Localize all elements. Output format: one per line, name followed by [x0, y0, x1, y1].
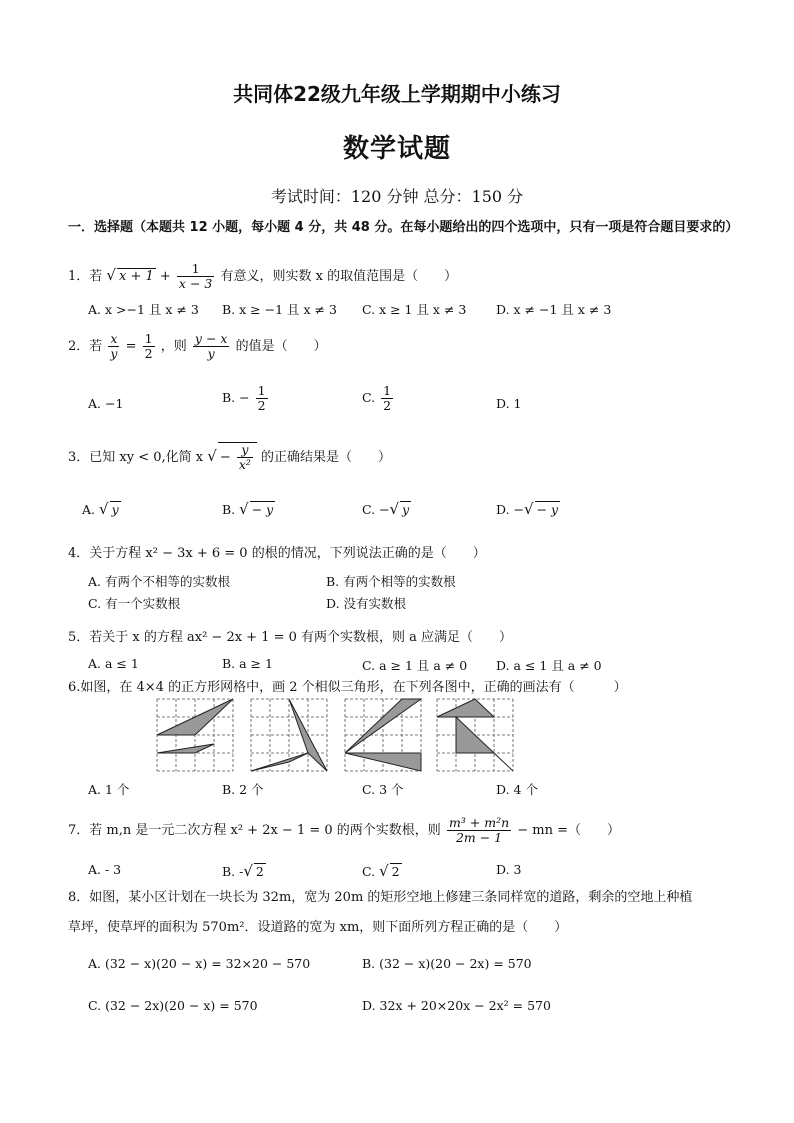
q8-option-a: A. (32 − x)(20 − x) = 32×20 − 570	[88, 956, 311, 971]
question-3: 3．已知 xy < 0,化简 x √ − $\frac{y}{\text{x²}}$ 的正确结果是（ ）	[68, 442, 392, 472]
q1-option-b: B. x ≥ −1 且 x ≠ 3	[222, 302, 337, 317]
q3-option-a: A. √ y	[82, 500, 119, 518]
q2-option-b: B. − $\frac{1}{2}$	[222, 383, 266, 413]
q5-option-c: C. a ≥ 1 且 a ≠ 0	[362, 658, 468, 673]
q4-option-b: B. 有两个相等的实数根	[326, 574, 456, 589]
q7-option-a: A. - 3	[88, 862, 122, 877]
q3-option-c: C. −√ y	[362, 500, 410, 518]
q6-figure-a	[156, 698, 234, 772]
q2-option-c: C. $\frac{1}{2}$	[362, 383, 392, 413]
question-5: 5．若关于 x 的方程 ax² − 2x + 1 = 0 有两个实数根，则 a 应满足（ ）	[68, 630, 513, 645]
question-1: 1．若 √ x + 1 + $\frac{1}{x - 3}$ 有意义，则实数 x 的取值范围是（ ）	[68, 261, 458, 291]
q6-figure-c	[344, 698, 422, 772]
question-8-line-1: 8．如图，某小区计划在一块长为 32m，宽为 20m 的矩形空地上修建三条同样宽的道路，剩余的空地上种植	[68, 890, 693, 905]
q1-option-c: C. x ≥ 1 且 x ≠ 3	[362, 302, 467, 317]
question-4: 4．关于方程 x² − 3x + 6 = 0 的根的情况，下列说法正确的是（ ）	[68, 546, 486, 561]
q1-sqrt: x + 1	[118, 269, 154, 284]
question-7: 7．若 m,n 是一元二次方程 x² + 2x − 1 = 0 的两个实数根，则 $\frac{\text{m³ + m²n}}{2m - 1}$ − mn =（ ）	[68, 815, 621, 845]
question-6: 6.如图，在 4×4 的正方形网格中，画 2 个相似三角形，在下列各图中，正确的画法有（ ）	[68, 680, 627, 695]
q2-option-d: D. 1	[496, 396, 522, 411]
exam-title: 共同体22级九年级上学期期中小练习	[233, 82, 561, 106]
question-8-line-2: 草坪，使草坪的面积为 570m²．设道路的宽为 xm，则下面所列方程正确的是（ ）	[68, 920, 568, 935]
q4-option-c: C. 有一个实数根	[88, 596, 181, 611]
subject-title: 数学试题	[342, 134, 451, 164]
q8-option-c: C. (32 − 2x)(20 − x) = 570	[88, 998, 258, 1013]
q5-option-a: A. a ≤ 1	[88, 656, 139, 671]
q7-option-c: C. √ 2	[362, 862, 400, 880]
q2-option-a: A. −1	[88, 396, 124, 411]
q3-option-d: D. −√ − y	[496, 500, 559, 518]
q5-option-d: D. a ≤ 1 且 a ≠ 0	[496, 658, 602, 673]
question-2: 2．若 $\frac{x}{y}$ = $\frac{1}{2}$ ，则 $\frac{y - x}{y}$ 的值是（ ）	[68, 331, 327, 361]
q8-option-d: D. 32x + 20×20x − 2x² = 570	[362, 998, 551, 1013]
q4-option-d: D. 没有实数根	[326, 596, 407, 611]
q6-option-b: B. 2 个	[222, 782, 264, 797]
q6-figure-b	[250, 698, 328, 772]
q4-option-a: A. 有两个不相等的实数根	[88, 574, 230, 589]
section-heading: 一．选择题（本题共 12 小题，每小题 4 分，共 48 分。在每小题给出的四个选项中，只有一项是符合题目要求的）	[68, 220, 739, 235]
q7-option-d: D. 3	[496, 862, 522, 877]
q7-option-b: B. -√ 2	[222, 862, 264, 880]
q3-option-b: B. √ − y	[222, 500, 274, 518]
q1-option-d: D. x ≠ −1 且 x ≠ 3	[496, 302, 612, 317]
q6-option-a: A. 1 个	[88, 782, 130, 797]
exam-info: 考试时间：120 分钟 总分：150 分	[270, 187, 524, 206]
q8-option-b: B. (32 − x)(20 − 2x) = 570	[362, 956, 532, 971]
q6-figure-d	[436, 698, 514, 772]
q1-option-a: A. x >−1 且 x ≠ 3	[88, 302, 199, 317]
q6-option-c: C. 3 个	[362, 782, 404, 797]
q6-option-d: D. 4 个	[496, 782, 538, 797]
q5-option-b: B. a ≥ 1	[222, 656, 273, 671]
